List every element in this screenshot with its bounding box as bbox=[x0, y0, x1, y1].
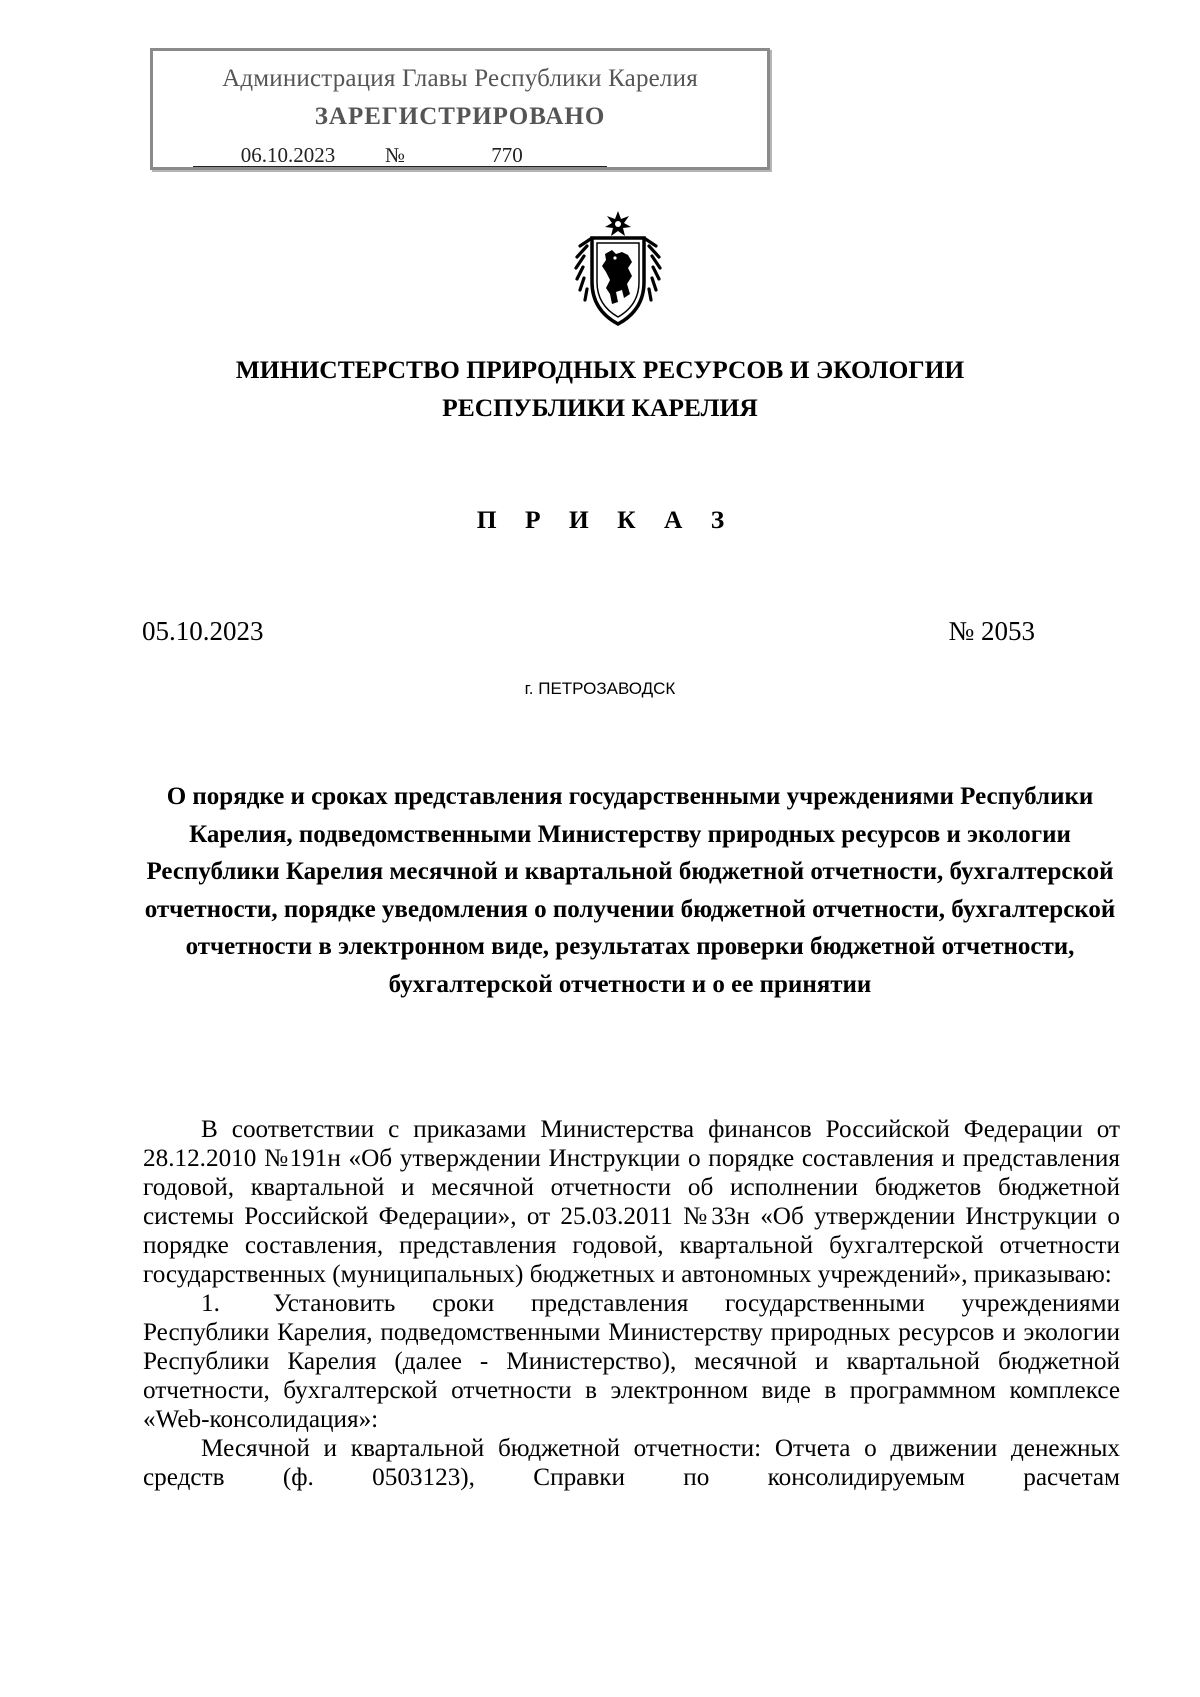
stamp-date: 06.10.2023 bbox=[193, 144, 383, 167]
order-number: № 2053 bbox=[948, 616, 1035, 646]
stamp-registered-label: ЗАРЕГИСТРИРОВАНО bbox=[314, 103, 606, 130]
issue-city: г. ПЕТРОЗАВОДСК bbox=[524, 679, 676, 698]
paragraph-2: Месячной и квартальной бюджетной отчетности: Отчета о движении денежных средств (ф. 0503123), Справки по консолидируемым расчетам bbox=[143, 1435, 1120, 1491]
list-item-1-number: 1. bbox=[201, 1290, 220, 1317]
registration-stamp bbox=[150, 48, 770, 170]
document-type: П Р И К А З bbox=[476, 505, 736, 534]
ministry-name-line1: МИНИСТЕРСТВО ПРИРОДНЫХ РЕСУРСОВ И ЭКОЛОГИИ bbox=[235, 355, 965, 384]
preamble-paragraph: В соответствии с приказами Министерства финансов Российской Федерации от 28.12.2010 №191н «Об утверждении Инструкции о порядке составления и представления годовой, квартальной и месячной отчетности об исполнении бюджетов бюджетной системы Российской Федерации», от 25.03.2011 №33н «Об утверждении Инструкции о порядке составления, представления годовой, квартальной бухгалтерской отчетности государственных (муниципальных) бюджетных и автономных учреждений», приказываю: bbox=[143, 1116, 1120, 1288]
stamp-registration-row bbox=[193, 143, 607, 168]
order-title: О порядке и сроках представления государственными учреждениями Республики Карелия, подведомственными Министерству природных ресурсов и экологии Республики Карелия месячной и квартальной бюджетной отчетности, бухгалтерской отчетности, порядке уведомления о получении бюджетной отчетности, бухгалтерской отчетности в электронном виде, результатах проверки бюджетной отчетности, бухгалтерской отчетности и о ее принятии bbox=[144, 783, 1116, 998]
karelia-coat-of-arms-icon bbox=[572, 210, 664, 328]
list-item-1-text: Установить сроки представления государственными учреждениями Республики Карелия, подведомственными Министерству природных ресурсов и экологии Республики Карелия (далее - Министерство), месячной и квартальной бюджетной отчетности, бухгалтерской отчетности в электронном виде в программном комплексе «Web-консолидация»: bbox=[143, 1290, 1120, 1433]
ministry-name-line2: РЕСПУБЛИКИ КАРЕЛИЯ bbox=[442, 393, 758, 422]
order-date: 05.10.2023 bbox=[142, 616, 264, 646]
stamp-authority: Администрация Главы Республики Карелия bbox=[222, 65, 698, 92]
stamp-number: 770 bbox=[407, 144, 607, 167]
order-body bbox=[143, 1115, 1120, 1492]
list-item-1 bbox=[143, 1289, 1120, 1434]
stamp-number-sign: № bbox=[385, 143, 406, 167]
